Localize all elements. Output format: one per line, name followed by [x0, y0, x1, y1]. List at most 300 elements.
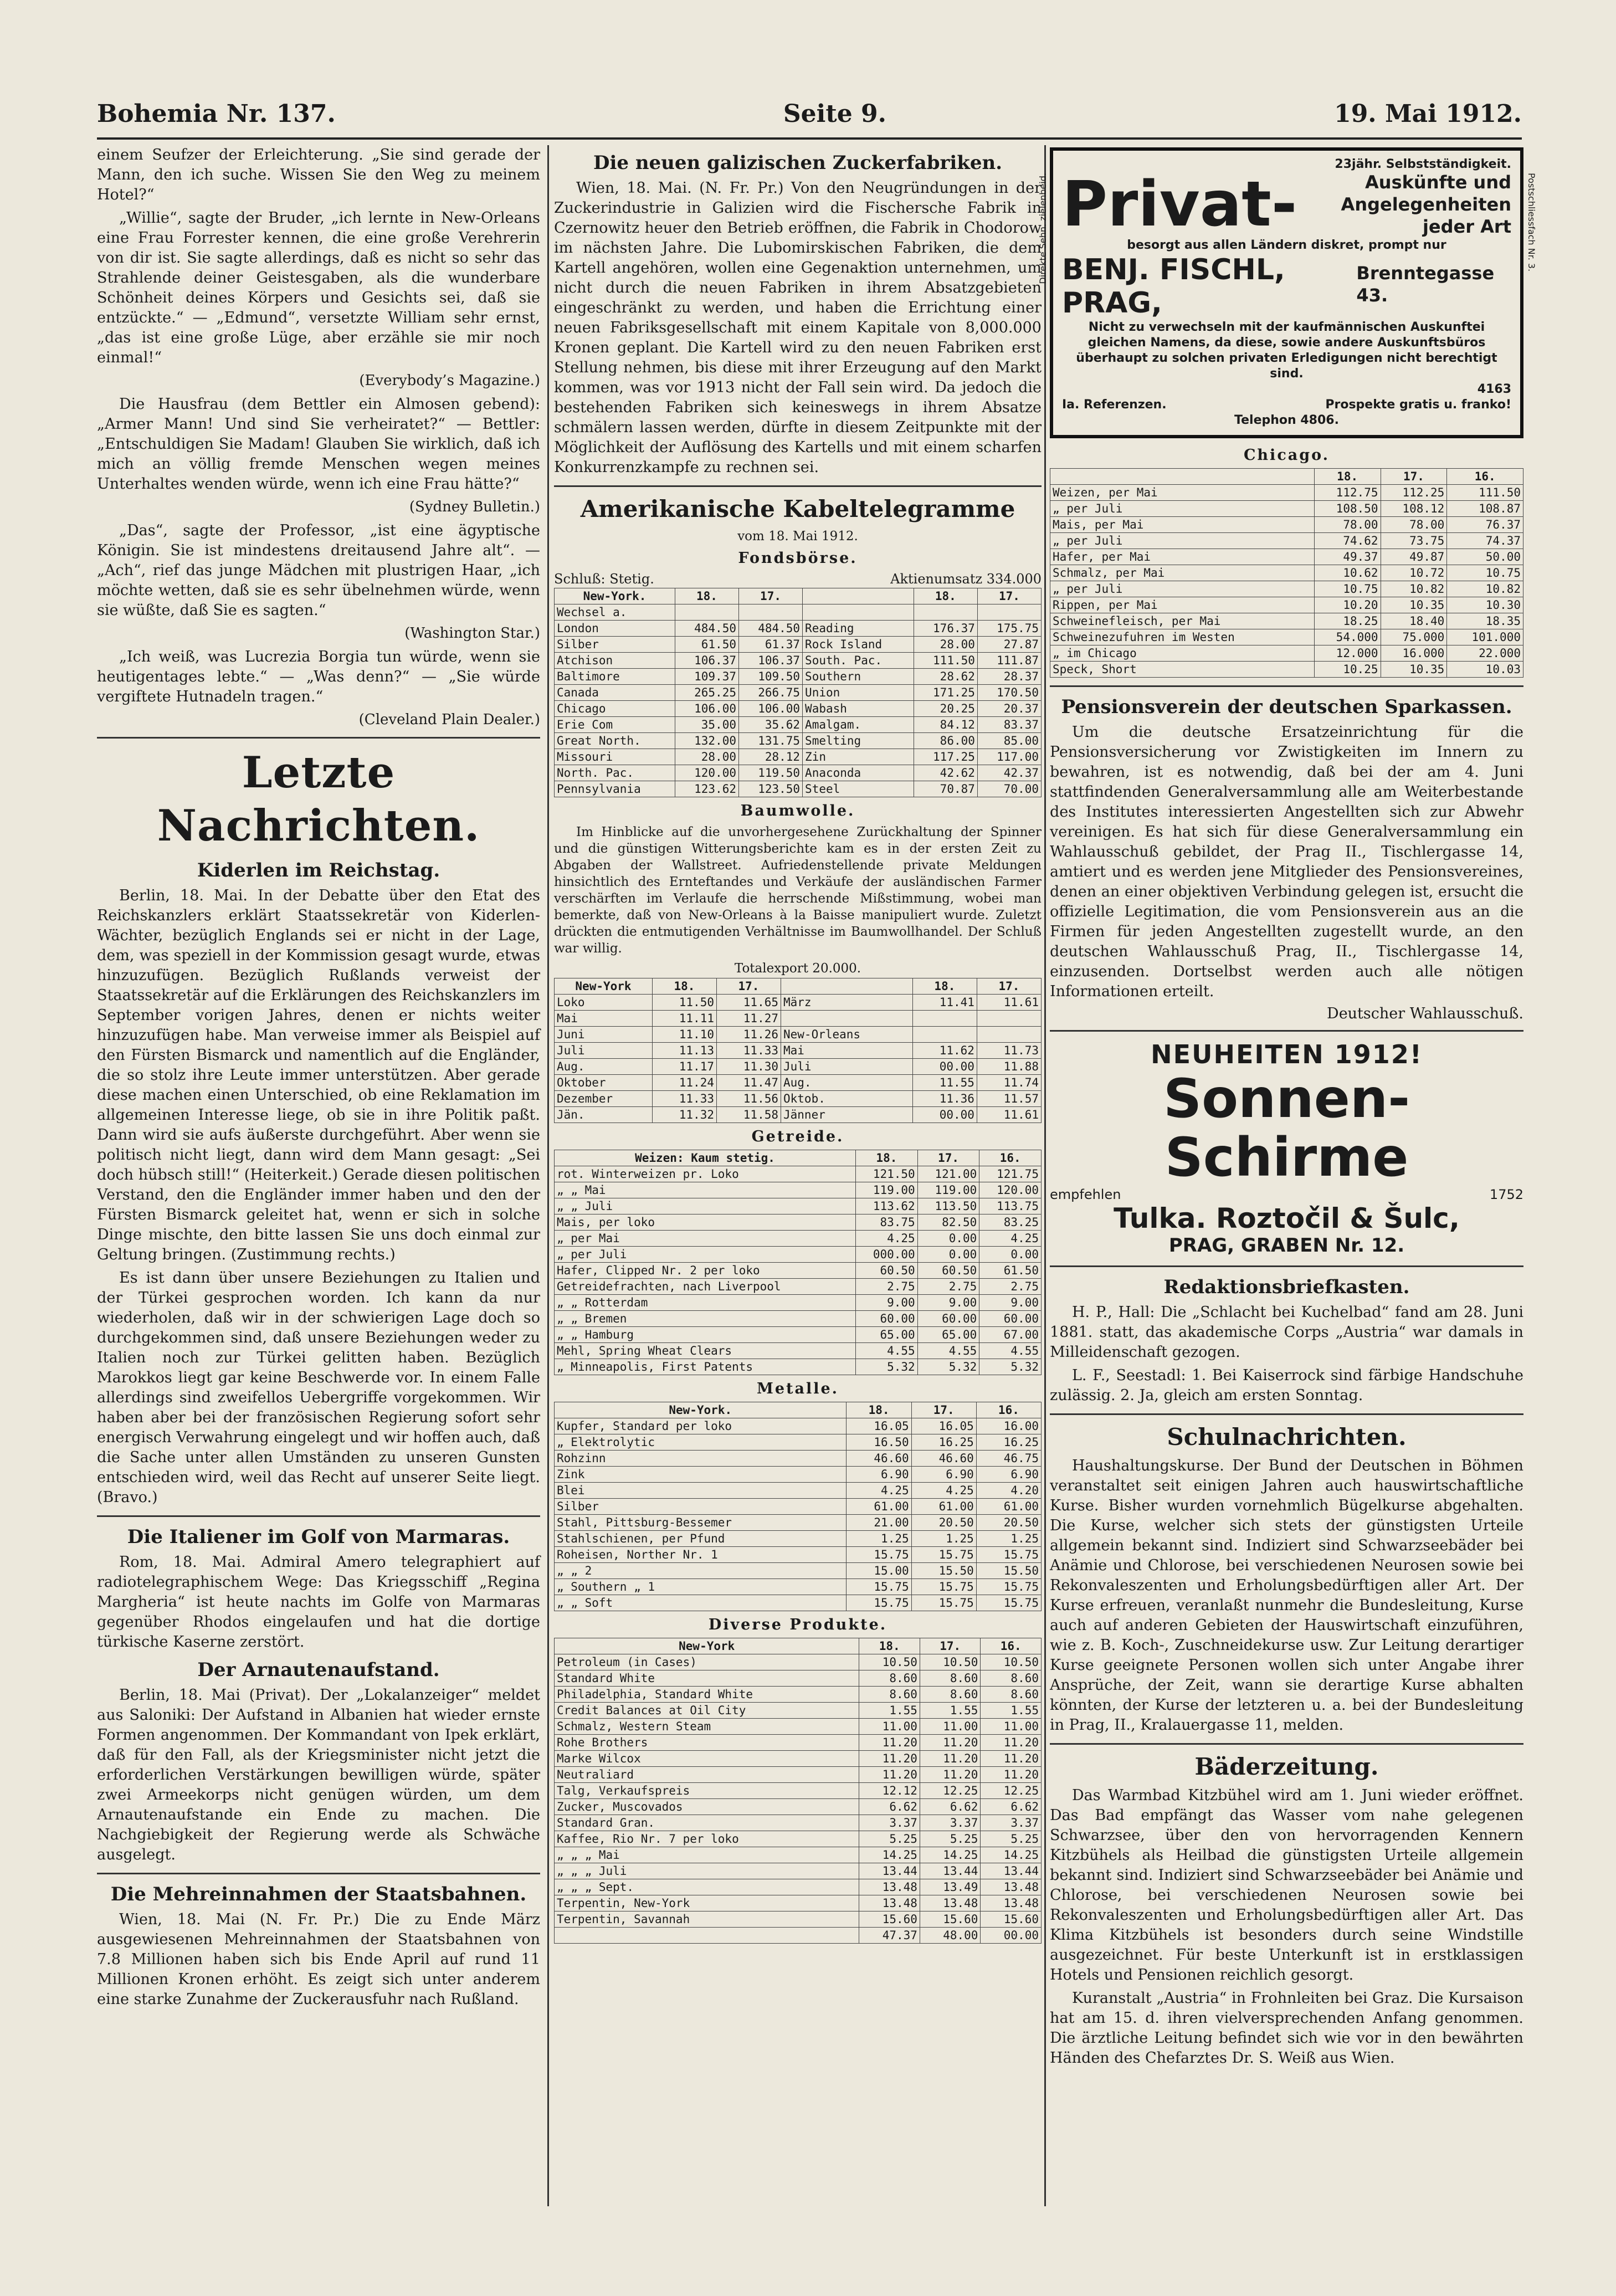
table-cell: 10.50 [920, 1654, 981, 1670]
table-header-cell: 18. [914, 588, 977, 604]
table-cell: 123.50 [738, 781, 802, 797]
headline-arnauten: Der Arnautenaufstand. [197, 1659, 440, 1681]
table-cell: 111.87 [977, 653, 1041, 669]
table-cell: 4.55 [917, 1343, 979, 1359]
table-cell: 12.25 [981, 1783, 1042, 1799]
diverse-table [554, 1638, 1042, 1944]
table-cell: rot. Winterweizen pr. Loko [555, 1166, 856, 1182]
table-cell: 117.00 [977, 749, 1041, 765]
article-text: Im Hinblicke auf die unvorhergesehene Zurückhaltung der Spinner und die günstigen Witterungsberichte kam es in der ersten Zeit zu Abgaben der Wallstreet. Aufriedenstellende private Meldungen hinsichtlich des Ernteftandes und Verkäufe der ausländischen Farmer verschärften im Verlaufe die herrschende Mißstimmung, wobei man bemerkte, daß von New-Orleans à la Baisse manipuliert wurde. Zuletzt drückten die entmutigenden Verhältnisse im Baumwollhandel. Der Schluß war willig. [554, 825, 1042, 956]
table-cell: Juli [781, 1059, 913, 1075]
table-cell: Silber [555, 1499, 847, 1515]
table-cell: 11.20 [859, 1767, 920, 1783]
table-row [555, 1579, 1042, 1595]
table-cell: 6.90 [847, 1467, 911, 1483]
table-cell: North. Pac. [555, 765, 675, 781]
table-cell: 109.50 [738, 669, 802, 685]
table-row [1050, 517, 1523, 533]
source-credit: (Sydney Bulletin.) [409, 499, 540, 515]
table-cell: Jän. [555, 1107, 653, 1123]
subhead-diverse: Diverse Produkte. [708, 1616, 887, 1633]
ad-company-name: BENJ. FISCHL, PRAG, [1062, 253, 1285, 320]
table-row [555, 1059, 1042, 1075]
table-cell: 61.00 [911, 1499, 976, 1515]
table-header-cell: 16. [981, 1638, 1042, 1654]
table-cell: Union [803, 685, 914, 701]
table-cell: Oktob. [781, 1091, 913, 1107]
table-row [555, 1879, 1042, 1895]
article-text: Kuranstalt „Austria“ in Frohnleiten bei Graz. Die Kursaison hat am 15. d. ihren vielversprechenden Anfang genommen. Die ärztliche Leitung befindet sich wie vor in den bewährten Händen des Chefarztes Dr. S. Weiß aus Wien. [1050, 1990, 1523, 2067]
table-cell: Zucker, Muscovados [555, 1799, 859, 1815]
table-header-cell: 18. [847, 1402, 911, 1418]
table-cell: 11.32 [652, 1107, 716, 1123]
table-row [555, 1654, 1042, 1670]
table-cell: 16.25 [911, 1434, 976, 1451]
table-cell: Aug. [555, 1059, 653, 1075]
ad-disclaimer: Nicht zu verwechseln mit der kaufmännischen Auskunftei gleichen Namens, da diese, sowie andere Auskunftsbüros überhaupt zu solchen privaten Erledigungen nicht berechtigt sind. [1076, 320, 1497, 381]
table-cell: 121.00 [917, 1166, 979, 1182]
source-credit: (Washington Star.) [404, 625, 540, 642]
table-cell: 18.35 [1447, 613, 1523, 629]
table-cell: 119.00 [917, 1182, 979, 1198]
table-cell: 111.50 [914, 653, 977, 669]
table-header-cell [1050, 469, 1315, 485]
fonds-schluss: Schluß: Stetig. [554, 571, 654, 587]
table-cell: 11.13 [652, 1043, 716, 1059]
table-cell: „ „ Soft [555, 1595, 847, 1611]
table-cell: 108.12 [1381, 501, 1447, 517]
table-cell: 13.44 [981, 1863, 1042, 1879]
table-header-cell: 18. [859, 1638, 920, 1654]
table-row [555, 1783, 1042, 1799]
table-cell: 0.00 [917, 1247, 979, 1263]
table-cell: Oktober [555, 1075, 653, 1091]
table-cell: 46.75 [976, 1451, 1041, 1467]
table-row [555, 1075, 1042, 1091]
table-cell: 11.61 [977, 1107, 1041, 1123]
table-cell: 120.00 [979, 1182, 1042, 1198]
table-row [555, 1547, 1042, 1563]
table-cell: Aug. [781, 1075, 913, 1091]
table-cell: 8.60 [920, 1687, 981, 1703]
table-cell: „ „ „ Mai [555, 1847, 859, 1863]
table-cell: 35.62 [738, 717, 802, 733]
table-cell: 27.87 [977, 637, 1041, 653]
table-cell: Southern [803, 669, 914, 685]
ad-number: 1752 [1489, 1187, 1523, 1202]
table-cell: 13.48 [981, 1879, 1042, 1895]
table-cell: 1.25 [911, 1531, 976, 1547]
table-cell: 11.20 [859, 1751, 920, 1767]
table-cell: 109.37 [675, 669, 738, 685]
table-row [555, 1359, 1042, 1375]
ad-references: Ia. Referenzen. [1062, 398, 1167, 412]
table-cell: 10.20 [1314, 597, 1381, 613]
table-cell: 10.50 [859, 1654, 920, 1670]
metalle-table [554, 1402, 1042, 1611]
fonds-meta [554, 571, 1042, 587]
headline-italiener: Die Italiener im Golf von Marmaras. [127, 1526, 510, 1548]
table-cell: 10.30 [1447, 597, 1523, 613]
table-header-cell: 17. [917, 1150, 979, 1166]
header-rule [97, 137, 1522, 140]
table-cell: Weizen, per Mai [1050, 485, 1315, 501]
table-cell: 5.25 [859, 1831, 920, 1847]
table-row [555, 1343, 1042, 1359]
subhead-baumwolle: Baumwolle. [740, 802, 855, 819]
table-cell: 65.00 [917, 1327, 979, 1343]
table-cell: Neutraliard [555, 1767, 859, 1783]
table-cell [977, 604, 1041, 621]
table-cell: 10.35 [1381, 662, 1447, 678]
table-cell: 10.03 [1447, 662, 1523, 678]
table-row [1050, 501, 1523, 517]
table-row [555, 1231, 1042, 1247]
headline-kiderlen: Kiderlen im Reichstag. [197, 859, 440, 882]
table-header-cell: 17. [911, 1402, 976, 1418]
table-cell: 28.00 [914, 637, 977, 653]
table-cell: Smelting [803, 733, 914, 749]
table-cell: 15.75 [847, 1547, 911, 1563]
table-row [1050, 549, 1523, 565]
table-cell: 60.00 [917, 1311, 979, 1327]
table-cell: 106.37 [675, 653, 738, 669]
table-cell: 14.25 [859, 1847, 920, 1863]
table-cell: 11.58 [716, 1107, 781, 1123]
table-cell: 13.44 [920, 1863, 981, 1879]
subhead-chicago: Chicago. [1243, 447, 1330, 464]
table-cell: Steel [803, 781, 914, 797]
table-row [555, 1434, 1042, 1451]
table-cell: 1.25 [847, 1531, 911, 1547]
table-cell: 121.75 [979, 1166, 1042, 1182]
table-cell: „ „ „ Juli [555, 1863, 859, 1879]
table-cell [912, 1027, 977, 1043]
table-row [1050, 581, 1523, 597]
table-row [1050, 597, 1523, 613]
signature-wahlausschuss: Deutscher Wahlausschuß. [1327, 1005, 1523, 1022]
table-cell: 10.75 [1447, 565, 1523, 581]
table-cell: 11.20 [981, 1767, 1042, 1783]
table-cell: 101.000 [1447, 629, 1523, 645]
table-row [555, 1515, 1042, 1531]
ad-privat-word: Privat- [1062, 168, 1297, 240]
table-cell: Mehl, Spring Wheat Clears [555, 1343, 856, 1359]
table-cell: 11.73 [977, 1043, 1041, 1059]
table-cell: 84.12 [914, 717, 977, 733]
table-cell: 11.10 [652, 1027, 716, 1043]
column-middle [554, 145, 1042, 2217]
table-cell: 16.000 [1381, 645, 1447, 662]
table-row [555, 717, 1042, 733]
table-cell: 11.26 [716, 1027, 781, 1043]
table-cell: 15.60 [981, 1911, 1042, 1928]
table-cell: Mais, per loko [555, 1214, 856, 1231]
table-row [555, 653, 1042, 669]
table-cell: 11.30 [716, 1059, 781, 1075]
table-header-cell [803, 588, 914, 604]
table-row [555, 765, 1042, 781]
table-cell: Chicago [555, 701, 675, 717]
table-cell: 49.37 [1314, 549, 1381, 565]
table-cell: 13.44 [859, 1863, 920, 1879]
table-cell: 13.48 [859, 1895, 920, 1911]
issue-number: Bohemia Nr. 137. [97, 99, 336, 128]
table-row [555, 1166, 1042, 1182]
table-cell: Kupfer, Standard per loko [555, 1418, 847, 1434]
headline-zuckerfabriken: Die neuen galizischen Zuckerfabriken. [593, 152, 1003, 174]
table-cell: 9.00 [856, 1295, 918, 1311]
table-row [555, 1091, 1042, 1107]
table-cell: 11.24 [652, 1075, 716, 1091]
ad-address: PRAG, GRABEN Nr. 12. [1168, 1234, 1405, 1257]
table-row [555, 1451, 1042, 1467]
table-cell: 14.25 [920, 1847, 981, 1863]
story-text: „Ich weiß, was Lucrezia Borgia tun würde, wenn sie heutigentages lebte.“ — „Was denn?“ — „Sie würde vergiftete Hutnadeln tragen.“ [97, 648, 540, 705]
table-cell: 8.60 [859, 1687, 920, 1703]
article-text: Wien, 18. Mai (N. Fr. Pr.) Die zu Ende März ausgewiesenen Mehreinnahmen der Staatsbahnen von 7.8 Millionen haben sich bis Ende April auf rund 11 Millionen Kronen erhöht. Es zeigt sich unter anderem eine starke Zunahme der Zuckerausfuhr nach Rußland. [97, 1911, 540, 2008]
table-cell: 16.00 [976, 1418, 1041, 1434]
article-text: Wien, 18. Mai. (N. Fr. Pr.) Von den Neugründungen in der Zuckerindustrie in Galizien wird die Fischersche Fabrik in Czernowitz heuer den Betrieb eröffnen, die Fabrik in Chodorow im nächsten Jahre. Die Lubomirskischen Fabriken, die dem Kartell angehören, wollen eine Gegenaktion unternehmen, um nicht durch die neuen Fabriken in ihrem Absatzgebieten eingeschränkt zu werden, und haben die Errichtung einer neuen Fabriksgesellschaft mit einem Kapitale von 8,000.000 Kronen geplant. Die Kartell wird zu den neuen Fabriken erst Stellung nehmen, bis diese mit ihrer Erzeugung auf den Markt kommen, was vor 1913 nicht der Fall sein wird. Da jedoch die bestehenden Fabriken sich keineswegs in ihrem Absatze schmälern lassen werden, dürfte in diesem Zeitpunkte mit der Möglichkeit der Auflösung des Kartells und mit einem scharfen Konkurrenzkampfe zu rechnen sei. [554, 180, 1042, 476]
table-row [555, 1011, 1042, 1027]
table-cell: 131.75 [738, 733, 802, 749]
table-cell: 28.37 [977, 669, 1041, 685]
table-cell: 61.00 [976, 1499, 1041, 1515]
table-cell: 61.37 [738, 637, 802, 653]
table-cell: 11.61 [977, 995, 1041, 1011]
table-cell: 73.75 [1381, 533, 1447, 549]
story-text: „Willie“, sagte der Bruder, „ich lernte in New-Orleans eine Frau Forrester kennen, die eine große Verehrerin von dir ist. Sie sagte allerdings, daß es nicht so sehr das Strahlende deiner Geistesgaben, als die wunderbare Schönheit deines Körpers und Gesichts sei, daß sie entzückte.“ — „Edmund“, versetzte William sehr ernst, „das ist eine große Lüge, aber erzähle sie mir noch einmal!“ [97, 209, 540, 366]
story-text: Die Hausfrau (dem Bettler ein Almosen gebend): „Armer Mann! Und sind Sie verheiratet?“ — Bettler: „Entschuldigen Sie Madam! Glauben Sie wirklich, daß ich mich an völlig fremde Menschen wegen meines Unterhaltes wenden würde, wenn ich eine Frau hätte?“ [97, 396, 540, 493]
table-row [555, 1831, 1042, 1847]
table-cell: 11.57 [977, 1091, 1041, 1107]
table-cell: 117.25 [914, 749, 977, 765]
source-credit: (Cleveland Plain Dealer.) [358, 711, 540, 728]
table-cell [803, 604, 914, 621]
table-cell: 8.60 [981, 1687, 1042, 1703]
table-cell: 0.00 [979, 1247, 1042, 1263]
table-cell: 9.00 [979, 1295, 1042, 1311]
table-cell: Mai [781, 1043, 913, 1059]
table-cell: 60.00 [856, 1311, 918, 1327]
table-cell: „ „ 2 [555, 1563, 847, 1579]
table-cell: 4.55 [856, 1343, 918, 1359]
table-cell: „ per Juli [1050, 533, 1315, 549]
table-cell: 123.62 [675, 781, 738, 797]
table-cell: 49.87 [1381, 549, 1447, 565]
table-header-row [1050, 469, 1523, 485]
table-cell: 5.25 [981, 1831, 1042, 1847]
table-cell: 28.62 [914, 669, 977, 685]
table-cell: Reading [803, 621, 914, 637]
table-cell: 48.00 [920, 1928, 981, 1944]
ad-line: besorgt aus allen Ländern diskret, prompt nur [1127, 238, 1446, 252]
table-row [555, 1703, 1042, 1719]
table-row [555, 1847, 1042, 1863]
table-cell: 132.00 [675, 733, 738, 749]
table-header-cell: 17. [920, 1638, 981, 1654]
table-cell: 13.48 [920, 1895, 981, 1911]
headline-pensionsverein: Pensionsverein der deutschen Sparkassen. [1061, 696, 1512, 718]
table-cell: 83.75 [856, 1214, 918, 1231]
table-cell: 12.25 [920, 1783, 981, 1799]
table-cell: „ „ Juli [555, 1198, 856, 1214]
table-cell: 4.20 [976, 1483, 1041, 1499]
table-cell: Blei [555, 1483, 847, 1499]
table-header-cell: 16. [979, 1150, 1042, 1166]
table-cell: 11.00 [859, 1719, 920, 1735]
table-header-cell: 17. [716, 978, 781, 995]
article-text: Rom, 18. Mai. Admiral Amero telegraphiert auf radiotelegraphischem Wege: Das Kriegsschiff „Regina Margheria“ ist heute nachts im Golfe von Marmaras gegenüber Rhodos eingelaufen und hat die dortige türkische Kaserne zerstört. [97, 1554, 540, 1651]
table-cell: März [781, 995, 913, 1011]
table-cell: 70.87 [914, 781, 977, 797]
table-cell [914, 604, 977, 621]
table-header-cell: 18. [1314, 469, 1381, 485]
table-cell: 50.00 [1447, 549, 1523, 565]
article-text: Es ist dann über unsere Beziehungen zu Italien und der Türkei gesprochen worden. Ich kann da nur wiederholen, daß wir in der schwierigen Lage doch so durchgekommen sind, daß unsere Beziehungen weder zu Italien noch zur Türkei gelitten haben. Bezüglich Marokkos liegt gar keine Beschwerde vor. In einem Falle allerdings sind zweifellos Uebergriffe vorgekommen. Wir haben aber bei der französischen Regierung sofort sehr energisch Verwahrung eingelegt und wir hoffen auch, daß die Sache unter allen Umständen zu unseren Gunsten entschieden wird, weil das Recht auf unserer Seite liegt. (Bravo.) [97, 1269, 540, 1506]
article-text: Berlin, 18. Mai. In der Debatte über den Etat des Reichskanzlers erklärt Staatssekretär von Kiderlen-Wächter, bezüglich Englands sei er nicht in der Lage, dem, was speziell in der Kommission gesagt wurde, etwas hinzuzufügen. Bezüglich Rußlands verweist der Staatssekretär auf die Erklärungen des Reichskanzlers im September vorigen Jahres, denen er nichts weiter hinzuzufügen habe. Man verweise immer als Beispiel auf den Fürsten Bismarck und namentlich auf die Engländer, die so stolz ihre Leute immer unterstützen. Aber gerade diese machen einen Unterschied, ob eine Reklamation im allgemeinen Interesse liege, ob sie in ihre Politik paßt. Dann wird sie aufs äußerste durchgeführt. Aber wenn sie politisch nicht liegt, dann wird dem Mann gesagt: „Sei doch hübsch still!“ (Heiterkeit.) Gerade diesen politischen Verstand, den die Engländer immer haben und den der Fürsten Bismarck geleitet hat, wenn er sich in solche Dinge mischte, den bitte lassen Sie uns doch einmal zur Geltung bringen. (Zustimmung rechts.) [97, 887, 540, 1263]
ad-number: 4163 [1477, 382, 1511, 396]
ad-prospects: Prospekte gratis u. franko! [1325, 398, 1511, 412]
table-cell: 13.48 [981, 1895, 1042, 1911]
table-cell: 13.48 [859, 1879, 920, 1895]
table-cell: 176.37 [914, 621, 977, 637]
table-cell: 111.50 [1447, 485, 1523, 501]
table-cell: Wabash [803, 701, 914, 717]
table-cell: 8.60 [920, 1670, 981, 1687]
table-cell: „ „ Mai [555, 1182, 856, 1198]
table-cell: 3.37 [981, 1815, 1042, 1831]
table-cell: 10.62 [1314, 565, 1381, 581]
table-cell: 1.55 [920, 1703, 981, 1719]
privat-advertisement [1038, 147, 1537, 438]
section-title-letzte: Letzte Nachrichten. [157, 747, 480, 851]
table-cell: 15.75 [976, 1547, 1041, 1563]
headline-mehreinnahmen: Die Mehreinnahmen der Staatsbahnen. [110, 1883, 527, 1905]
table-row [555, 1735, 1042, 1751]
table-cell: 46.60 [847, 1451, 911, 1467]
table-cell: „ per Juli [1050, 501, 1315, 517]
table-cell: 20.37 [977, 701, 1041, 717]
table-row [555, 1418, 1042, 1434]
table-cell: Amalgam. [803, 717, 914, 733]
column-rule-1 [547, 145, 549, 2206]
table-header-row [555, 978, 1042, 995]
table-cell: 10.82 [1381, 581, 1447, 597]
ad-neuheiten: NEUHEITEN 1912! [1151, 1039, 1423, 1069]
table-cell: Pennsylvania [555, 781, 675, 797]
section-title-kabel: Amerikanische Kabeltelegramme [580, 495, 1015, 522]
headline-redaktionsbriefkasten: Redaktionsbriefkasten. [1163, 1276, 1410, 1298]
table-row [555, 995, 1042, 1011]
table-cell: 3.37 [920, 1815, 981, 1831]
page-header [97, 94, 1522, 133]
totalexport: Totalexport 20.000. [734, 961, 861, 976]
table-cell: Talg, Verkaufspreis [555, 1783, 859, 1799]
table-cell: 484.50 [675, 621, 738, 637]
table-row [555, 669, 1042, 685]
table-cell: Dezember [555, 1091, 653, 1107]
table-row [555, 1295, 1042, 1311]
table-header-row [555, 1150, 1042, 1166]
table-cell: Mais, per Mai [1050, 517, 1315, 533]
table-cell: 266.75 [738, 685, 802, 701]
section-divider [1050, 1030, 1523, 1032]
table-cell: 61.00 [847, 1499, 911, 1515]
table-cell: 119.50 [738, 765, 802, 781]
table-cell: 1.55 [859, 1703, 920, 1719]
table-header-cell: 17. [738, 588, 802, 604]
table-cell: 15.75 [911, 1579, 976, 1595]
table-cell: Stahl, Pittsburg-Bessemer [555, 1515, 847, 1531]
table-cell: 70.00 [977, 781, 1041, 797]
table-cell: Rohzinn [555, 1451, 847, 1467]
ad-sonnenschirme: Sonnen-Schirme [1163, 1068, 1410, 1188]
table-row [555, 1670, 1042, 1687]
table-header-cell: New-York [555, 978, 653, 995]
table-cell: 42.37 [977, 765, 1041, 781]
table-header-cell: 18. [675, 588, 738, 604]
table-cell: 108.87 [1447, 501, 1523, 517]
table-cell: 15.75 [847, 1595, 911, 1611]
table-cell: 113.75 [979, 1198, 1042, 1214]
table-cell: 11.00 [920, 1719, 981, 1735]
ad-telephone: Telephon 4806. [1234, 413, 1339, 427]
table-cell: 6.62 [981, 1799, 1042, 1815]
table-row [555, 1895, 1042, 1911]
table-cell: Juni [555, 1027, 653, 1043]
table-cell: Juli [555, 1043, 653, 1059]
table-cell: Stahlschienen, per Pfund [555, 1531, 847, 1547]
table-cell: 11.11 [652, 1011, 716, 1027]
table-header-row [555, 1638, 1042, 1654]
table-cell: 11.41 [912, 995, 977, 1011]
table-row [555, 1531, 1042, 1547]
table-cell: Erie Com [555, 717, 675, 733]
table-cell: 67.00 [979, 1327, 1042, 1343]
column-right [1038, 145, 1537, 2217]
table-row [555, 1499, 1042, 1515]
table-row [555, 1863, 1042, 1879]
table-cell: 20.50 [911, 1515, 976, 1531]
table-cell: 2.75 [917, 1279, 979, 1295]
table-row [555, 1107, 1042, 1123]
section-divider [97, 737, 540, 739]
table-cell: Jänner [781, 1107, 913, 1123]
table-cell: 171.25 [914, 685, 977, 701]
table-cell: 5.25 [920, 1831, 981, 1847]
table-cell: 18.40 [1381, 613, 1447, 629]
table-cell: 119.00 [856, 1182, 918, 1198]
ad-side-text-right: Postschliessfach Nr. 3. [1526, 173, 1537, 272]
table-cell: 15.60 [859, 1911, 920, 1928]
table-row [555, 1815, 1042, 1831]
section-divider [554, 485, 1042, 487]
table-cell: 2.75 [979, 1279, 1042, 1295]
table-cell: 46.60 [911, 1451, 976, 1467]
table-cell: 6.90 [976, 1467, 1041, 1483]
table-cell: 15.75 [976, 1579, 1041, 1595]
table-cell: 11.33 [652, 1091, 716, 1107]
table-row [1050, 533, 1523, 549]
table-row [555, 1687, 1042, 1703]
table-row [555, 637, 1042, 653]
article-text: H. P., Hall: Die „Schlacht bei Kuchelbad“ fand am 28. Juni 1881. statt, das akademische Corps „Austria“ war damals in Milleidenschaft gezogen. [1050, 1304, 1523, 1361]
table-header-cell: 17. [977, 978, 1041, 995]
table-cell: 10.25 [1314, 662, 1381, 678]
ad-empfehlen: empfehlen [1050, 1187, 1121, 1202]
table-cell: Philadelphia, Standard White [555, 1687, 859, 1703]
